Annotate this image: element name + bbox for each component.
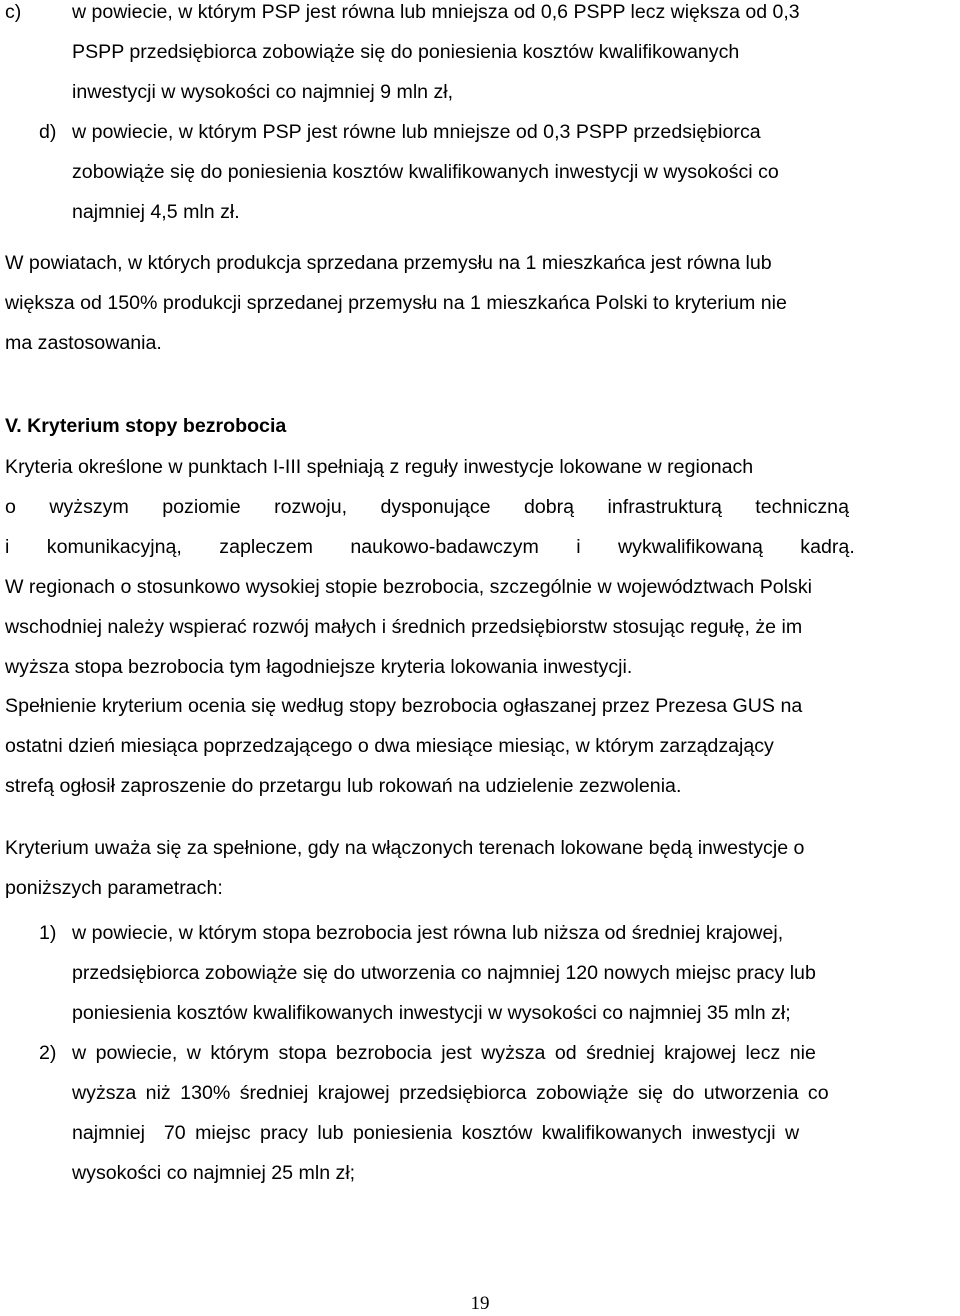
section-heading: V. Kryterium stopy bezrobocia — [5, 415, 287, 437]
paragraph-uwaza-line-2: poniższych parametrach: — [5, 877, 223, 899]
list-item-c-line-3: inwestycji w wysokości co najmniej 9 mln zł, — [72, 81, 454, 103]
text-line: w powiecie, w którym PSP jest równa lub mniejsza od 0,6 PSPP lecz większa od 0,3 — [72, 1, 800, 23]
list-item-2-line-3: najmniej 70 miejsc pracy lub poniesienia kosztów kwalifikowanych inwestycji w — [72, 1122, 800, 1144]
list-item-d-line-3: najmniej 4,5 mln zł. — [72, 201, 240, 223]
paragraph-regiony-line-1: W regionach o stosunkowo wysokiej stopie bezrobocia, szczególnie w województwach Polski — [5, 576, 812, 598]
list-item-c-line-1 — [72, 0, 959, 24]
paragraph-spelnienie-line-3: strefą ogłosił zaproszenie do przetargu lub rokowań na udzielenie zezwolenia. — [5, 775, 682, 797]
paragraph-powiaty-line-2: większa od 150% produkcji sprzedanej przemysłu na 1 mieszkańca Polski to kryterium nie — [5, 292, 787, 314]
page-number: 19 — [470, 1293, 490, 1314]
list-marker-d: d) — [39, 121, 57, 143]
list-item-2-line-2: wyższa niż 130% średniej krajowej przedsiębiorca zobowiąże się do utworzenia co — [72, 1082, 829, 1104]
list-item-1-line-3: poniesienia kosztów kwalifikowanych inwestycji w wysokości co najmniej 35 mln zł; — [72, 1002, 791, 1024]
paragraph-kryteria-line-3: i komunikacyjną, zapleczem naukowo-badawczym i wykwalifikowaną kadrą. — [5, 536, 855, 558]
list-item-2-line-4: wysokości co najmniej 25 mln zł; — [72, 1162, 356, 1184]
list-marker-1: 1) — [39, 922, 57, 944]
list-item-2-line-1: w powiecie, w którym stopa bezrobocia jest wyższa od średniej krajowej lecz nie — [72, 1042, 816, 1064]
paragraph-spelnienie-line-1: Spełnienie kryterium ocenia się według stopy bezrobocia ogłaszanej przez Prezesa GUS na — [5, 695, 803, 717]
list-marker-c: c) — [5, 1, 22, 23]
paragraph-powiaty-line-3: ma zastosowania. — [5, 332, 162, 354]
list-item-c-line-2: PSPP przedsiębiorca zobowiąże się do poniesienia kosztów kwalifikowanych — [72, 41, 740, 63]
paragraph-regiony-line-2: wschodniej należy wspierać rozwój małych i średnich przedsiębiorstw stosując regułę, że im — [5, 616, 803, 638]
list-item-1-line-2: przedsiębiorca zobowiąże się do utworzenia co najmniej 120 nowych miejsc pracy lub — [72, 962, 816, 984]
paragraph-kryteria-line-1: Kryteria określone w punktach I-III spełniają z reguły inwestycje lokowane w regionach — [5, 456, 754, 478]
list-marker-2: 2) — [39, 1042, 57, 1064]
paragraph-kryteria-line-2: o wyższym poziomie rozwoju, dysponujące dobrą infrastrukturą techniczną — [5, 496, 849, 518]
paragraph-powiaty-line-1: W powiatach, w których produkcja sprzedana przemysłu na 1 mieszkańca jest równa lub — [5, 252, 772, 274]
list-item-d-line-2: zobowiąże się do poniesienia kosztów kwalifikowanych inwestycji w wysokości co — [72, 161, 779, 183]
paragraph-uwaza-line-1: Kryterium uważa się za spełnione, gdy na włączonych terenach lokowane będą inwestycje o — [5, 837, 805, 859]
list-item-1-line-1: w powiecie, w którym stopa bezrobocia jest równa lub niższa od średniej krajowej, — [72, 922, 784, 944]
paragraph-spelnienie-line-2: ostatni dzień miesiąca poprzedzającego o dwa miesiące miesiąc, w którym zarządzający — [5, 735, 774, 757]
list-item-d-line-1: w powiecie, w którym PSP jest równe lub mniejsze od 0,3 PSPP przedsiębiorca — [72, 121, 761, 143]
paragraph-regiony-line-3: wyższa stopa bezrobocia tym łagodniejsze kryteria lokowania inwestycji. — [5, 656, 633, 678]
